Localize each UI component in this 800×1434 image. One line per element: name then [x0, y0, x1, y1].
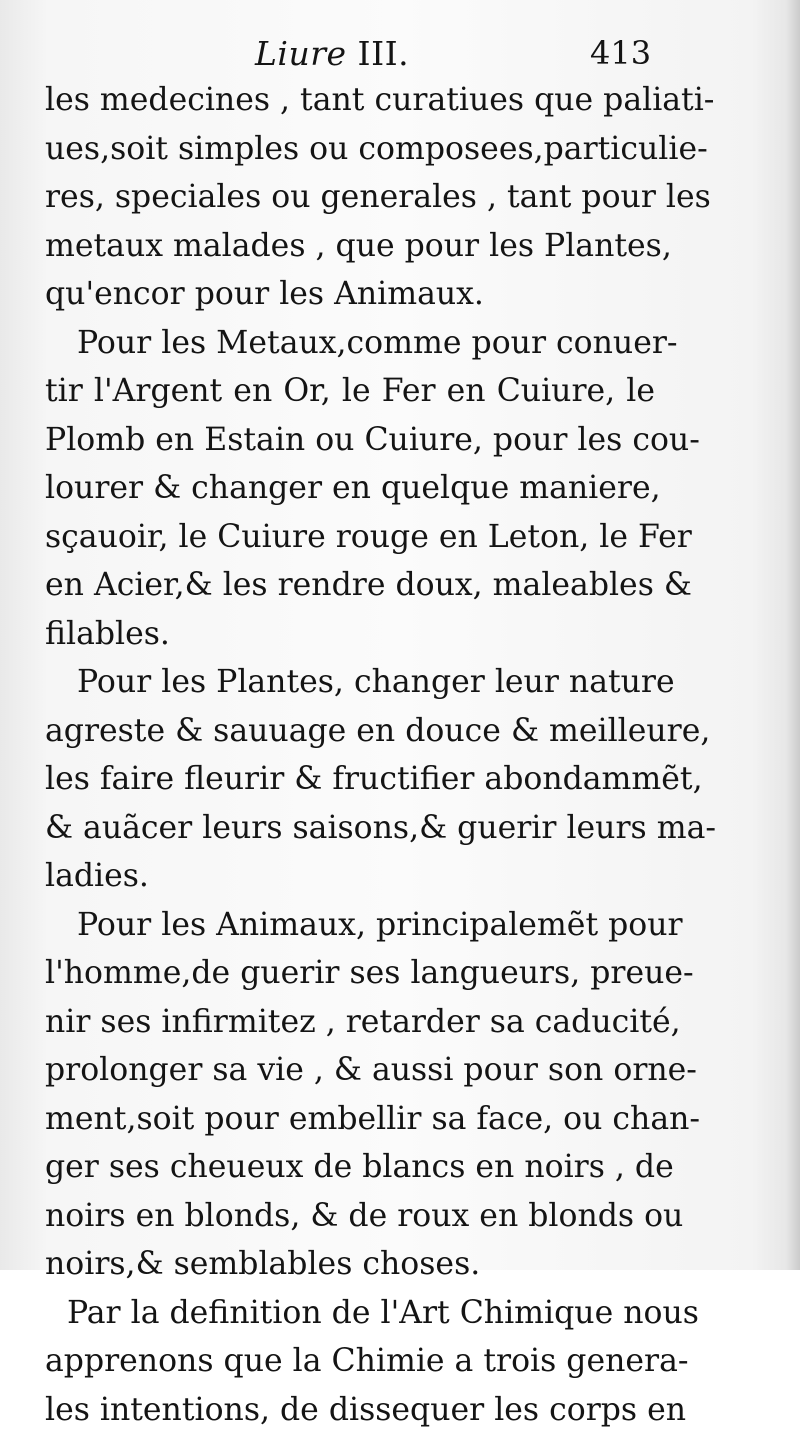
paragraph-first-line: Pour les Plantes, changer leur nature	[45, 658, 655, 707]
text-line: sçauoir, le Cuiure rouge en Leton, le Fer	[45, 513, 655, 562]
text-line: apprenons que la Chimie a trois genera-	[45, 1337, 655, 1386]
text-line: ger ses cheueux de blancs en noirs , de	[45, 1143, 655, 1192]
paragraph-first-line: Pour les Animaux, principalemẽt pour	[45, 901, 655, 950]
text-line: metaux malades , que pour les Plantes,	[45, 222, 655, 271]
running-title-word: Liure	[255, 34, 347, 73]
text-line: lourer & changer en quelque maniere,	[45, 464, 655, 513]
body-text	[45, 76, 655, 1434]
paragraph-first-line: Par la definition de l'Art Chimique nous	[45, 1289, 655, 1338]
text-line: tir l'Argent en Or, le Fer en Cuiure, le	[45, 367, 655, 416]
running-title	[255, 34, 409, 73]
text-line: agreste & sauuage en douce & meilleure,	[45, 707, 655, 756]
text-line: Plomb en Estain ou Cuiure, pour les cou-	[45, 416, 655, 465]
text-line: l'homme,de guerir ses langueurs, preue-	[45, 949, 655, 998]
text-line: noirs,& semblables choses.	[45, 1240, 655, 1289]
text-line: en Acier,& les rendre doux, maleables &	[45, 561, 655, 610]
text-line: les intentions, de dissequer les corps en	[45, 1386, 655, 1434]
text-line: qu'encor pour les Animaux.	[45, 270, 655, 319]
page-number: 413	[590, 34, 651, 72]
text-line: ladies.	[45, 852, 655, 901]
paragraph-first-line: Pour les Metaux,comme pour conuer-	[45, 319, 655, 368]
text-line: prolonger sa vie , & aussi pour son orne-	[45, 1046, 655, 1095]
page-edge-shadow	[786, 0, 800, 1270]
text-line: les medecines , tant curatiues que paliati-	[45, 76, 655, 125]
text-line: ues,soit simples ou composees,particulie-	[45, 125, 655, 174]
text-line: nir ses infirmitez , retarder sa caducité,	[45, 998, 655, 1047]
text-line: noirs en blonds, & de roux en blonds ou	[45, 1192, 655, 1241]
text-line: & auãcer leurs saisons,& guerir leurs ma-	[45, 804, 655, 853]
running-title-number: III.	[358, 34, 410, 73]
text-line: res, speciales ou generales , tant pour les	[45, 173, 655, 222]
text-line: ment,soit pour embellir sa face, ou chan-	[45, 1095, 655, 1144]
text-line: filables.	[45, 610, 655, 659]
text-line: les faire fleurir & fructifier abondammẽt,	[45, 755, 655, 804]
